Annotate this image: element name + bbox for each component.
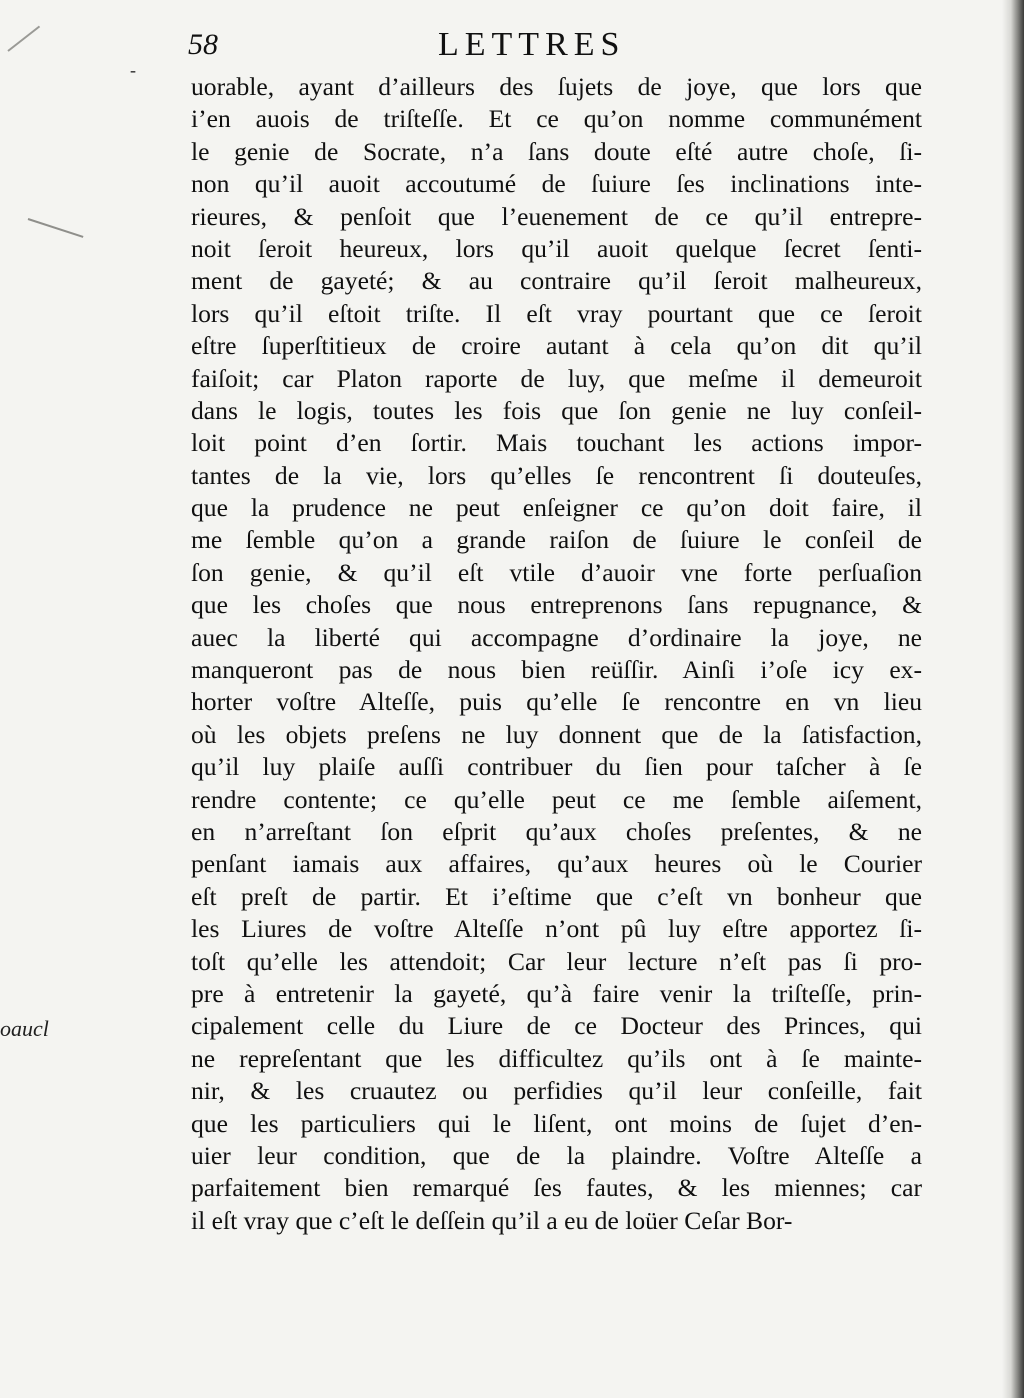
text-line: pre à entretenir la gayeté, qu’à faire venir la triſteſſe, prin- [191, 978, 922, 1008]
text-line: uier leur condition, que de la plaindre. Voſtre Alteſſe a [191, 1140, 922, 1170]
text-line: lors qu’il eſtoit triſte. Il eſt vray pourtant que ce ſeroit [191, 298, 922, 328]
margin-pencil-stroke [7, 26, 40, 52]
left-margin-mark: - [130, 60, 136, 80]
text-line: auec la liberté qui accompagne d’ordinaire la joye, ne [191, 622, 922, 652]
text-line: eſtre ſuperſtitieux de croire autant à cela qu’on dit qu’il [191, 331, 922, 361]
text-line: penſant iamais aux affaires, qu’aux heures où le Courier [191, 849, 922, 879]
text-line: rendre contente; ce qu’elle peut ce me ſemble aiſement, [191, 784, 922, 814]
text-line: ne repreſentant que les difficultez qu’ils ont à ſe mainte- [191, 1043, 922, 1073]
text-line: toſt qu’elle les attendoit; Car leur lecture n’eſt pas ſi pro- [191, 946, 922, 976]
text-line: faiſoit; car Platon raporte de luy, que meſme il demeuroit [191, 363, 922, 393]
text-line: rieures, & penſoit que l’euenement de ce qu’il entrepre- [191, 201, 922, 231]
text-line: noit ſeroit heureux, lors qu’il auoit quelque ſecret ſenti- [191, 233, 922, 263]
text-line: dans le logis, toutes les fois que ſon genie ne luy conſeil- [191, 395, 922, 425]
running-head: LETTRES [438, 26, 626, 63]
text-line: les Liures de voſtre Alteſſe n’ont pû luy eſtre apportez ſi- [191, 914, 922, 944]
handwritten-margin-note: oaucl [0, 1016, 49, 1041]
body-text [191, 71, 922, 1237]
text-line: il eſt vray que c’eſt le deſſein qu’il a eu de loüer Ceſar Bor- [191, 1205, 793, 1235]
text-line: ſon genie, & qu’il eſt vtile d’auoir vne forte perſuaſion [191, 557, 922, 587]
text-line: où les objets preſens ne luy donnent que de la ſatisfaction, [191, 719, 922, 749]
text-line: parfaitement bien remarqué ſes fautes, & les miennes; car [191, 1173, 922, 1203]
text-line: qu’il luy plaiſe auſſi contribuer du ſien pour taſcher à ſe [191, 752, 922, 782]
page-edge-shadow [1002, 0, 1024, 1398]
text-line: i’en auois de triſteſſe. Et ce qu’on nomme communément [191, 104, 922, 134]
text-line: en n’arreſtant ſon eſprit qu’aux choſes preſentes, & ne [191, 816, 922, 846]
text-line: non qu’il auoit accoutumé de ſuiure ſes inclinations inte- [191, 169, 922, 199]
text-line: cipalement celle du Liure de ce Docteur des Princes, qui [191, 1011, 922, 1041]
margin-pencil-stroke [28, 218, 84, 238]
text-line: le genie de Socrate, n’a ſans doute eſté autre choſe, ſi- [191, 136, 922, 166]
text-line: manqueront pas de nous bien reüſſir. Ainſi i’oſe icy ex- [191, 655, 922, 685]
text-line: que les choſes que nous entreprenons ſans repugnance, & [191, 590, 922, 620]
text-line: que la prudence ne peut enſeigner ce qu’on doit faire, il [191, 493, 922, 523]
text-line: me ſemble qu’on a grande raiſon de ſuiure le conſeil de [191, 525, 922, 555]
text-line: tantes de la vie, lors qu’elles ſe rencontrent ſi douteuſes, [191, 460, 922, 490]
text-line: eſt preſt de partir. Et i’eſtime que c’eſt vn bonheur que [191, 881, 922, 911]
text-line: nir, & les cruautez ou perfidies qu’il leur conſeille, fait [191, 1076, 922, 1106]
text-line: uorable, ayant d’ailleurs des ſujets de joye, que lors que [191, 72, 922, 101]
text-line: horter voſtre Alteſſe, puis qu’elle ſe rencontre en vn lieu [191, 687, 922, 717]
text-line: loit point d’en ſortir. Mais touchant les actions impor- [191, 428, 922, 458]
text-line: que les particuliers qui le liſent, ont moins de ſujet d’en- [191, 1108, 922, 1138]
text-line: ment de gayeté; & au contraire qu’il ſeroit malheureux, [191, 266, 922, 296]
page-number: 58 [188, 28, 218, 61]
